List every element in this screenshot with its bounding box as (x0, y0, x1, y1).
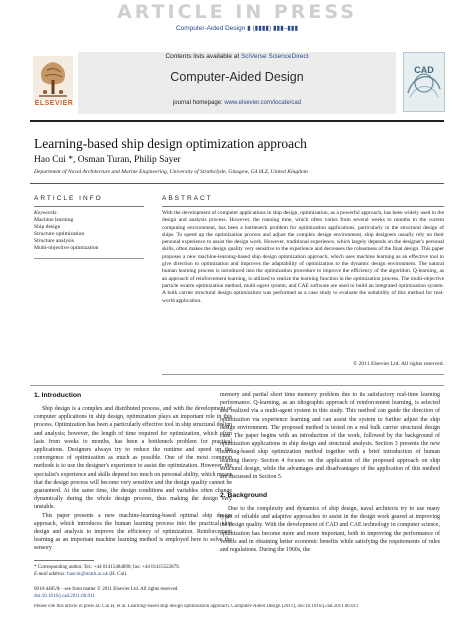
author-affiliation: Department of Naval Architecture and Marine Engineering, University of Strathclyde, Glasgow, G4 0LZ, United Kingdom (34, 169, 308, 175)
background-heading: 2. Background (220, 492, 268, 499)
abstract-copyright: © 2011 Elsevier Ltd. All rights reserved. (352, 361, 444, 367)
abstract-heading: ABSTRACT (162, 195, 213, 202)
homepage-link[interactable]: www.elsevier.com/locate/cad (224, 100, 302, 106)
footnote (34, 564, 224, 578)
front-matter-info (34, 586, 334, 600)
elsevier-tree-logo (33, 56, 73, 100)
contents-prefix: Contents lists available at (165, 53, 241, 60)
article-title: Learning-based ship design optimization approach (34, 136, 307, 151)
article-authors: Hao Cui *, Osman Turan, Philip Sayer (34, 155, 181, 165)
journal-reference: Computer-Aided Design ▮ (▮▮▮▮) ▮▮▮–▮▮▮ (175, 25, 299, 32)
left-column (34, 405, 232, 553)
body-paragraph: memory and partial short time memory problem due to its satisfactory real-time learning performance. Q-learning, as an idiographic approach of reinforcement learning, is selected and realized via a multi-agent system in this study. This method can guide the direction of optimization via experience learning and can assist the system to further adjust the ship design environment. The proposed method is tested on a real bulk carrier structural design case. The paper begins with an introduction of the work, followed by the background of optimization applications in ship design and structural analysis. Section 3 presents the new learning-based ship optimization method together with a brief introduction of human learning theory. Section 4 focuses on the application of the proposed approach on ship structural design, while the advantages and disadvantages of the application of this method are discussed in Section 5. (220, 392, 440, 481)
journal-title: Computer-Aided Design (170, 70, 304, 84)
keyword-item: Structure analysis (34, 238, 74, 244)
corresponding-author-note: * Corresponding author. Tel.: +44 01415484890; fax: +44 01415522879. (34, 565, 180, 570)
keywords-label: Keywords: (34, 210, 59, 216)
body-divider (30, 385, 444, 386)
journal-cover-thumbnail (403, 52, 445, 112)
abstract-text: With the development of computer applications in ship design, optimization, as a powerful approach, has been widely used in the design and analysis process. However, the running time, which often varies from several weeks to months in the current computing environment, has been a bottleneck problem for optimization applications, particularly in the structural design of ships. To speed up the optimization process and adjust the complex design environment, ship designers usually rely on their personal experience to assist the design work. However, traditional experience, which largely depends on the designer's personal skills, often makes the design quality very sensitive to the experience and decreases the robustness of the final design. This paper proposes a new machine-learning-based ship design optimization approach, which uses machine learning as an effective tool to give direction to optimization and improves the adaptability of optimization to the dynamic design environment. The natural human learning process is introduced into the optimization procedure to improve the efficiency of the algorithm. Q-learning, as an approach of reinforcement learning, is utilized to realize the learning function in the optimization process. The multi-objective particle swarm optimization method, multi-agent system, and CAE software are used to build an integrated optimization system. A bulk carrier structural design optimization was performed as a case study to evaluate the suitability of this method for real-world application. (162, 210, 444, 304)
sciencedirect-link[interactable]: SciVerse ScienceDirect (240, 53, 309, 60)
body-paragraph: This paper presents a new machine-learning-based optimal ship design approach, which introduces the human learning process into the practical ship design and analysis to improve the efficiency of optimization. Reinforcement learning as an important machine learning method is employed here to solve the sensory (34, 512, 232, 552)
keyword-item: Ship design (34, 224, 61, 230)
article-in-press-text: ARTICLE IN PRESS (117, 1, 357, 23)
pii-line: 0010-4485/$ – see front matter © 2011 Elsevier Ltd. All rights reserved. (34, 587, 179, 592)
abstract-rule (162, 206, 444, 207)
footnote-rule (34, 560, 94, 561)
cover-label: CAD (414, 65, 434, 75)
article-info-rule (34, 206, 144, 207)
email-label: E-mail address: (34, 572, 68, 577)
article-info-heading: ARTICLE INFO (34, 195, 103, 202)
keywords-list (34, 217, 144, 252)
body-paragraph: Ship design is a complex and distributed process, and with the development of computer applications in ship design, optimization plays an important role in this process. Optimization has been a particularly effective tool in ship structural design and analysis; however, the length of time required for optimization, which often lasts from weeks to months, has been a bottleneck problem for practical applications. Designers always try to reduce the runtime and speed up the convergence of optimization as much as possible. One of the most common methods is to use the designer's experience to assist the optimization. However, the specialist's experience and skills depend too much on personal ability, which means that the design process will become very sensitive and the design quality cannot be guaranteed. At the same time, the design conditions and variables often change dynamically during the whole design process, thus making the design very unstable. (34, 406, 232, 511)
title-divider (30, 183, 444, 184)
homepage-prefix: journal homepage: (172, 100, 225, 106)
contents-available-line (78, 53, 396, 60)
publisher-name: ELSEVIER (34, 100, 74, 107)
right-column-background (220, 505, 440, 554)
doi-link[interactable]: doi:10.1016/j.cad.2011.06.011 (34, 594, 95, 599)
header-divider (30, 120, 444, 122)
keyword-item: Structure optimization (34, 231, 85, 237)
citation-notice: Please cite this article in press as: Cui H, et al. Learning-based ship design optimization approach. Computer-Aided Design (2011), doi:10.1016/j.cad.2011.06.011 (34, 604, 359, 609)
email-line (34, 571, 224, 578)
abstract-bottom-rule (162, 374, 444, 375)
right-column (220, 391, 440, 481)
journal-homepage (78, 100, 396, 106)
body-paragraph: Due to the complexity and dynamics of ship design, naval architects try to use many types of reliable and adaptive approaches to assist in the design work geared at improving the design quality. With the development of CAD and CAE technology in computer science, optimization has become more and more important, both in improving the performance of vessels and in obtaining better economic benefits while satisfying the requirements of rules and regulations. During the 1960s, the (220, 506, 440, 554)
introduction-heading: 1. Introduction (34, 392, 82, 399)
keyword-item: Multi-objective optimization (34, 245, 99, 251)
keyword-item: Machine learning (34, 217, 74, 223)
keywords-rule (34, 258, 144, 259)
email-suffix: (H. Cui). (108, 572, 128, 577)
email-link[interactable]: haocui@strath.ac.uk (67, 572, 109, 577)
